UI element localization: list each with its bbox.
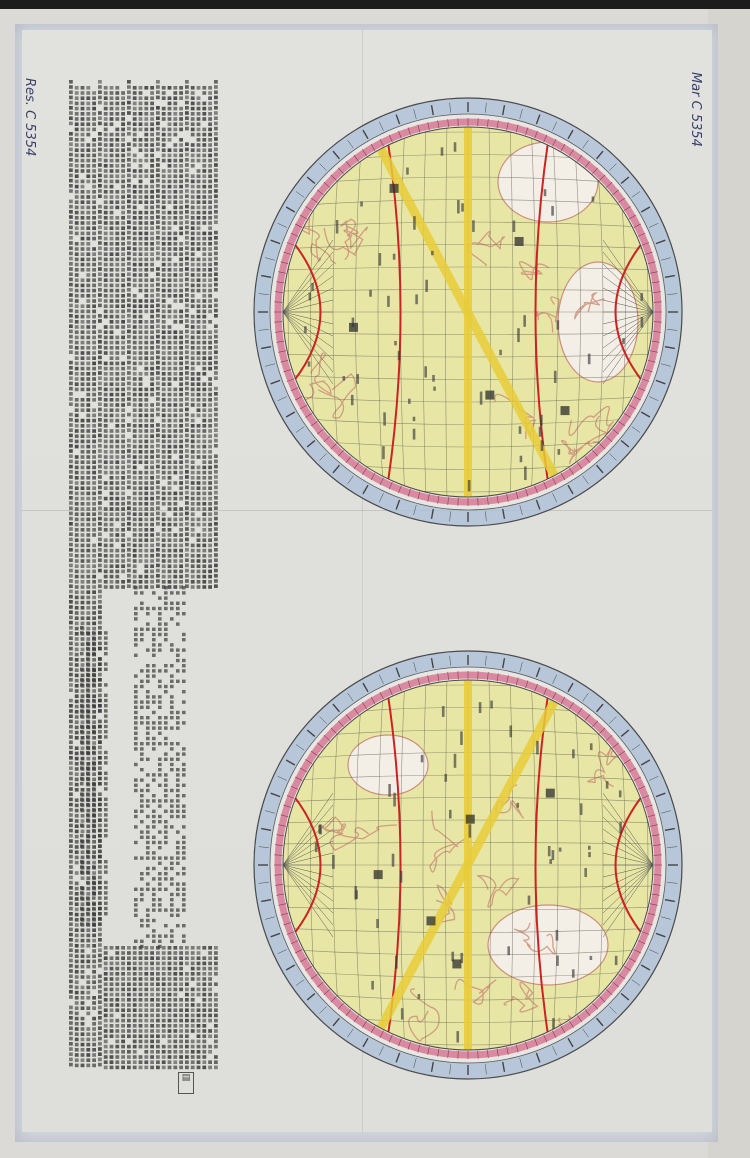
- text-column-group: [69, 80, 218, 1069]
- top-hemisphere-art: [254, 98, 682, 526]
- bottom-hemisphere-art: [254, 651, 682, 1079]
- bottom-hemisphere: [248, 645, 688, 1085]
- catalog-mark-left: Res. C 5354: [22, 78, 37, 157]
- seal-stamp: ▤: [178, 1072, 194, 1094]
- viewer-top-bar: [0, 0, 750, 9]
- text-columns-block: [62, 66, 222, 1096]
- top-hemisphere: [248, 92, 688, 532]
- catalog-mark-right: Mar C 5354: [688, 72, 703, 147]
